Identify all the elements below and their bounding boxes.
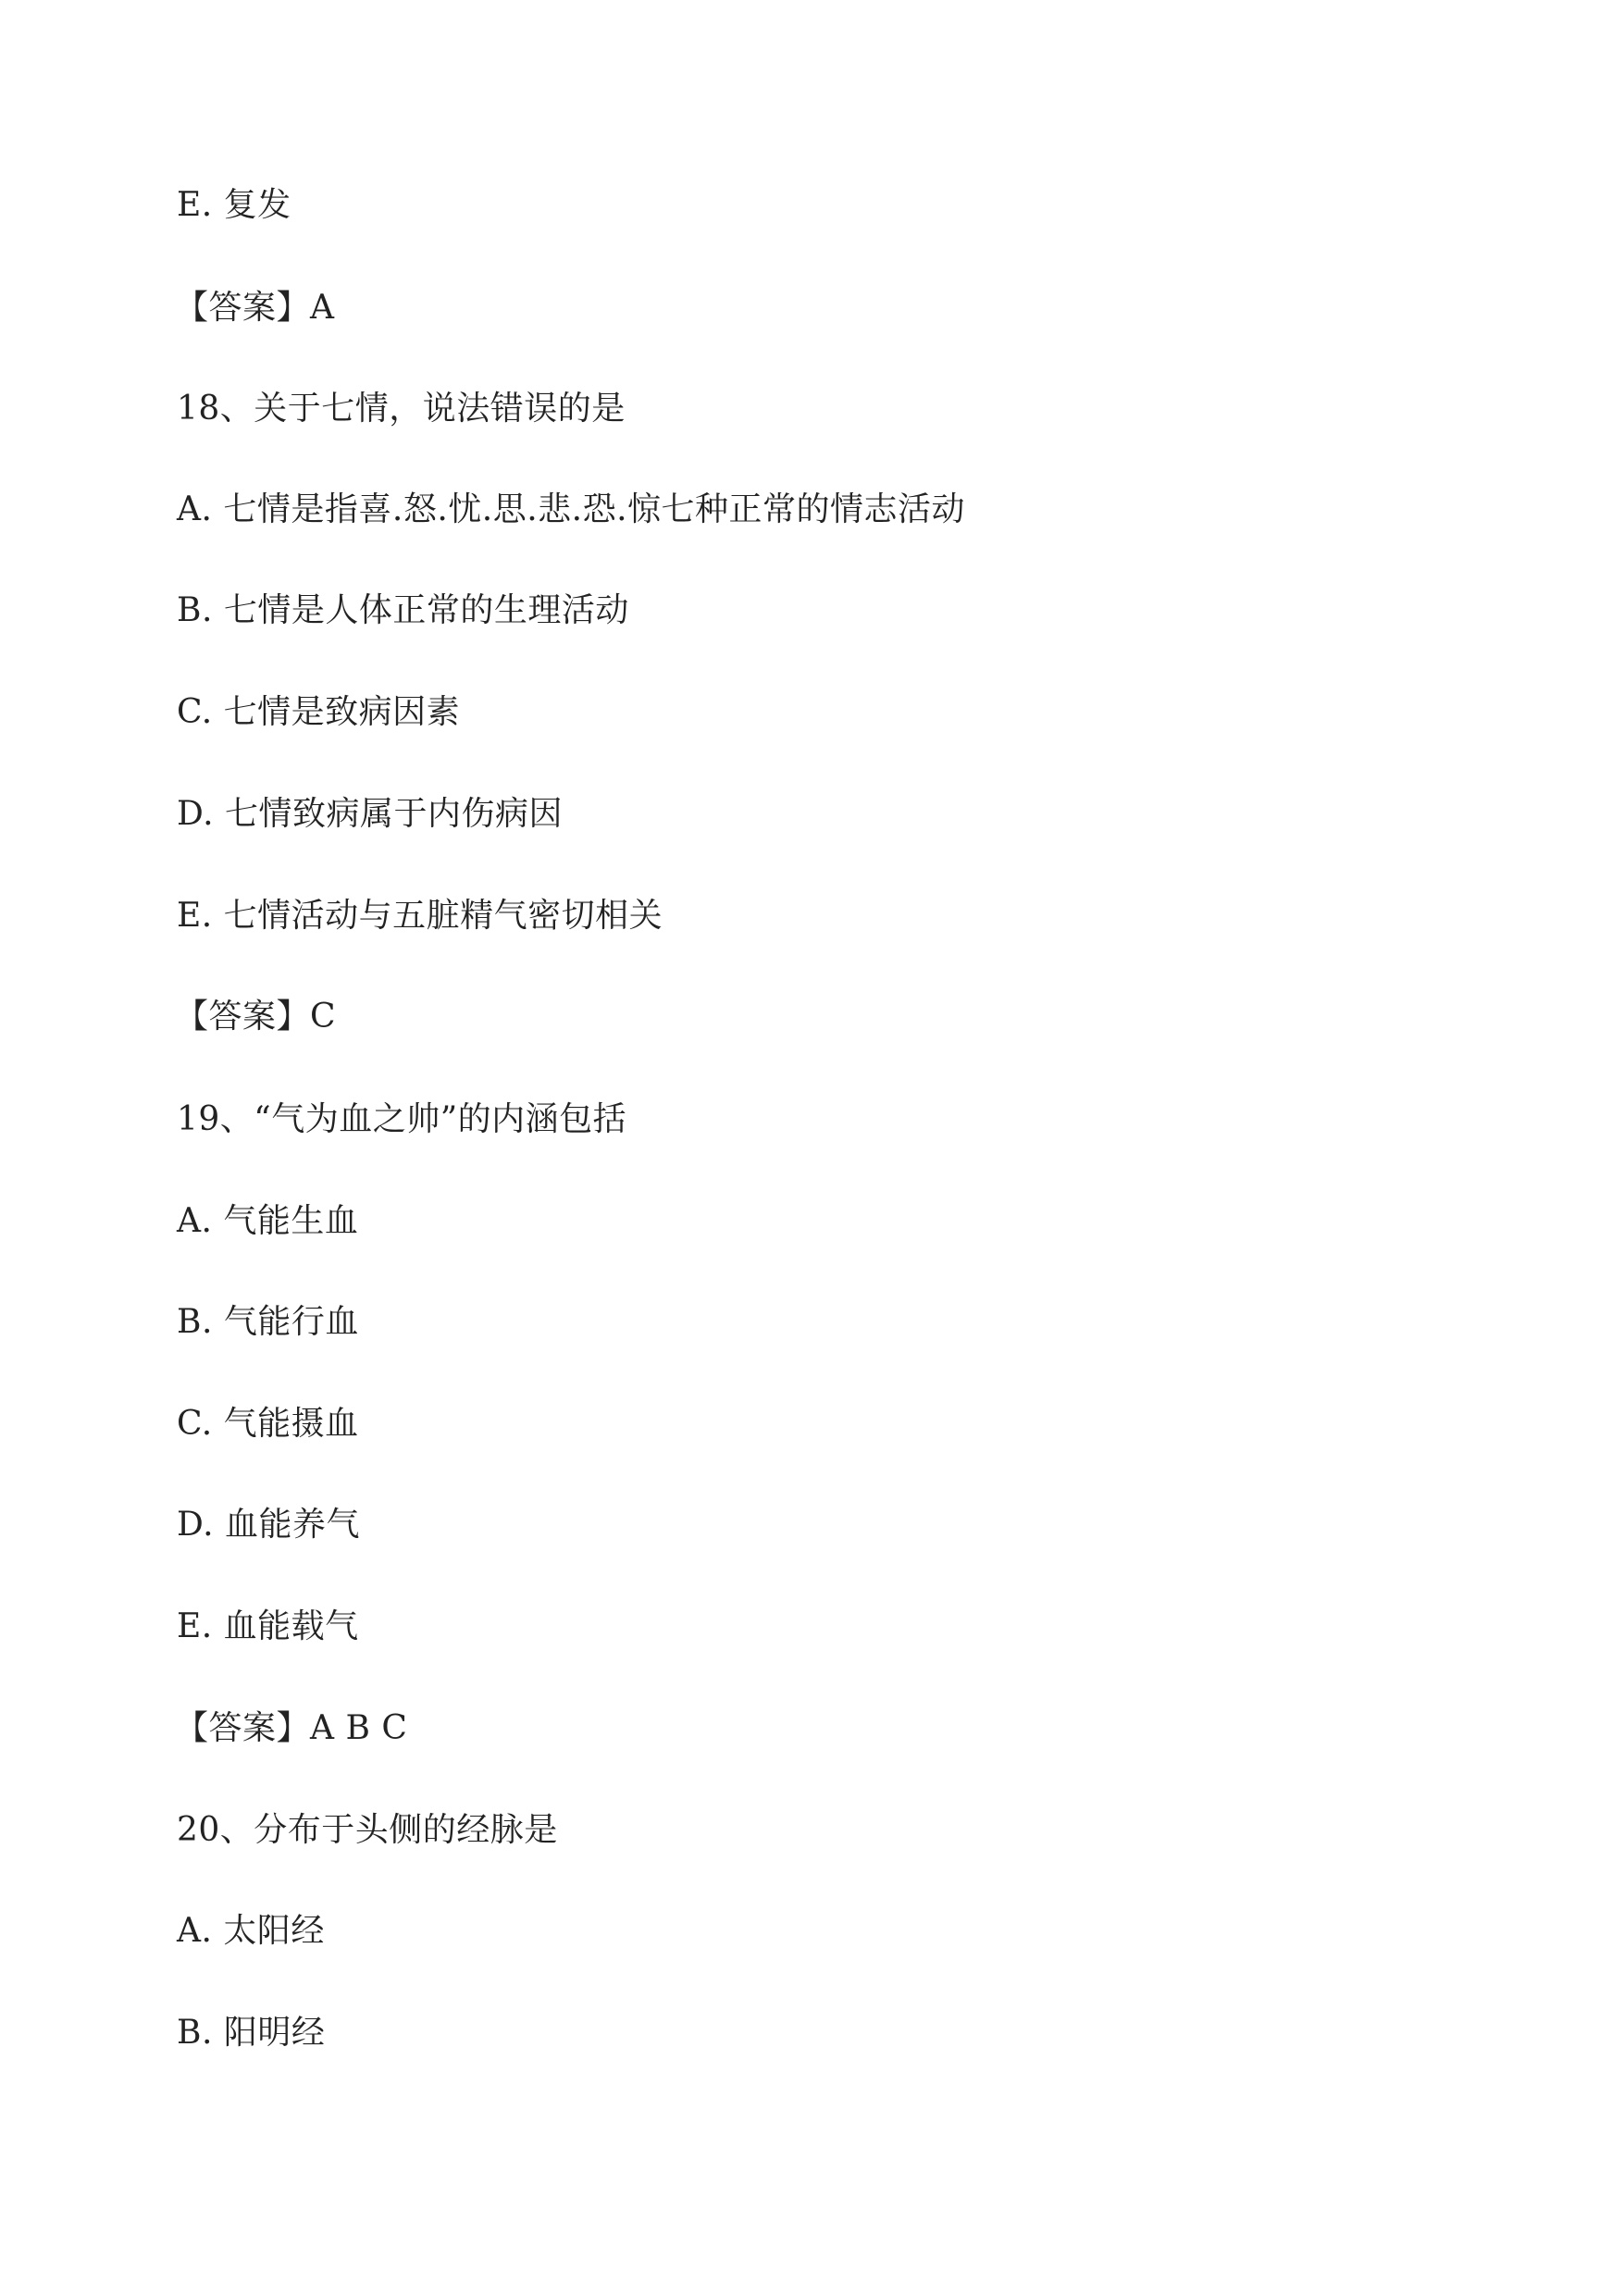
answer-q18: 【答案】C xyxy=(175,998,337,1036)
answer-q19: 【答案】A B C xyxy=(175,1709,408,1747)
option-b-q20: B. 阳明经 xyxy=(177,2014,326,2052)
question-19: 19、“气为血之帅”的内涵包括 xyxy=(177,1100,627,1138)
option-b-q19: B. 气能行血 xyxy=(177,1303,359,1341)
option-e-q19: E. 血能载气 xyxy=(177,1607,359,1645)
option-a-q20: A. 太阳经 xyxy=(177,1912,325,1950)
option-e-q18: E. 七情活动与五脏精气密切相关 xyxy=(177,897,663,935)
option-d-q19: D. 血能养气 xyxy=(177,1506,360,1544)
option-c-q18: C. 七情是致病因素 xyxy=(177,693,461,731)
option-d-q18: D. 七情致病属于内伤病因 xyxy=(177,795,563,833)
option-e-q17: E. 复发 xyxy=(177,186,291,224)
answer-q17: 【答案】A xyxy=(175,289,335,327)
option-c-q19: C. 气能摄血 xyxy=(177,1405,359,1443)
question-18: 18、关于七情，说法错误的是 xyxy=(177,390,626,428)
option-a-q19: A. 气能生血 xyxy=(177,1202,359,1240)
question-20: 20、分布于头侧的经脉是 xyxy=(177,1811,558,1849)
option-b-q18: B. 七情是人体正常的生理活动 xyxy=(177,591,629,629)
option-a-q18: A. 七情是指喜.怒.忧.思.悲.恐.惊七种正常的情志活动 xyxy=(177,490,966,528)
